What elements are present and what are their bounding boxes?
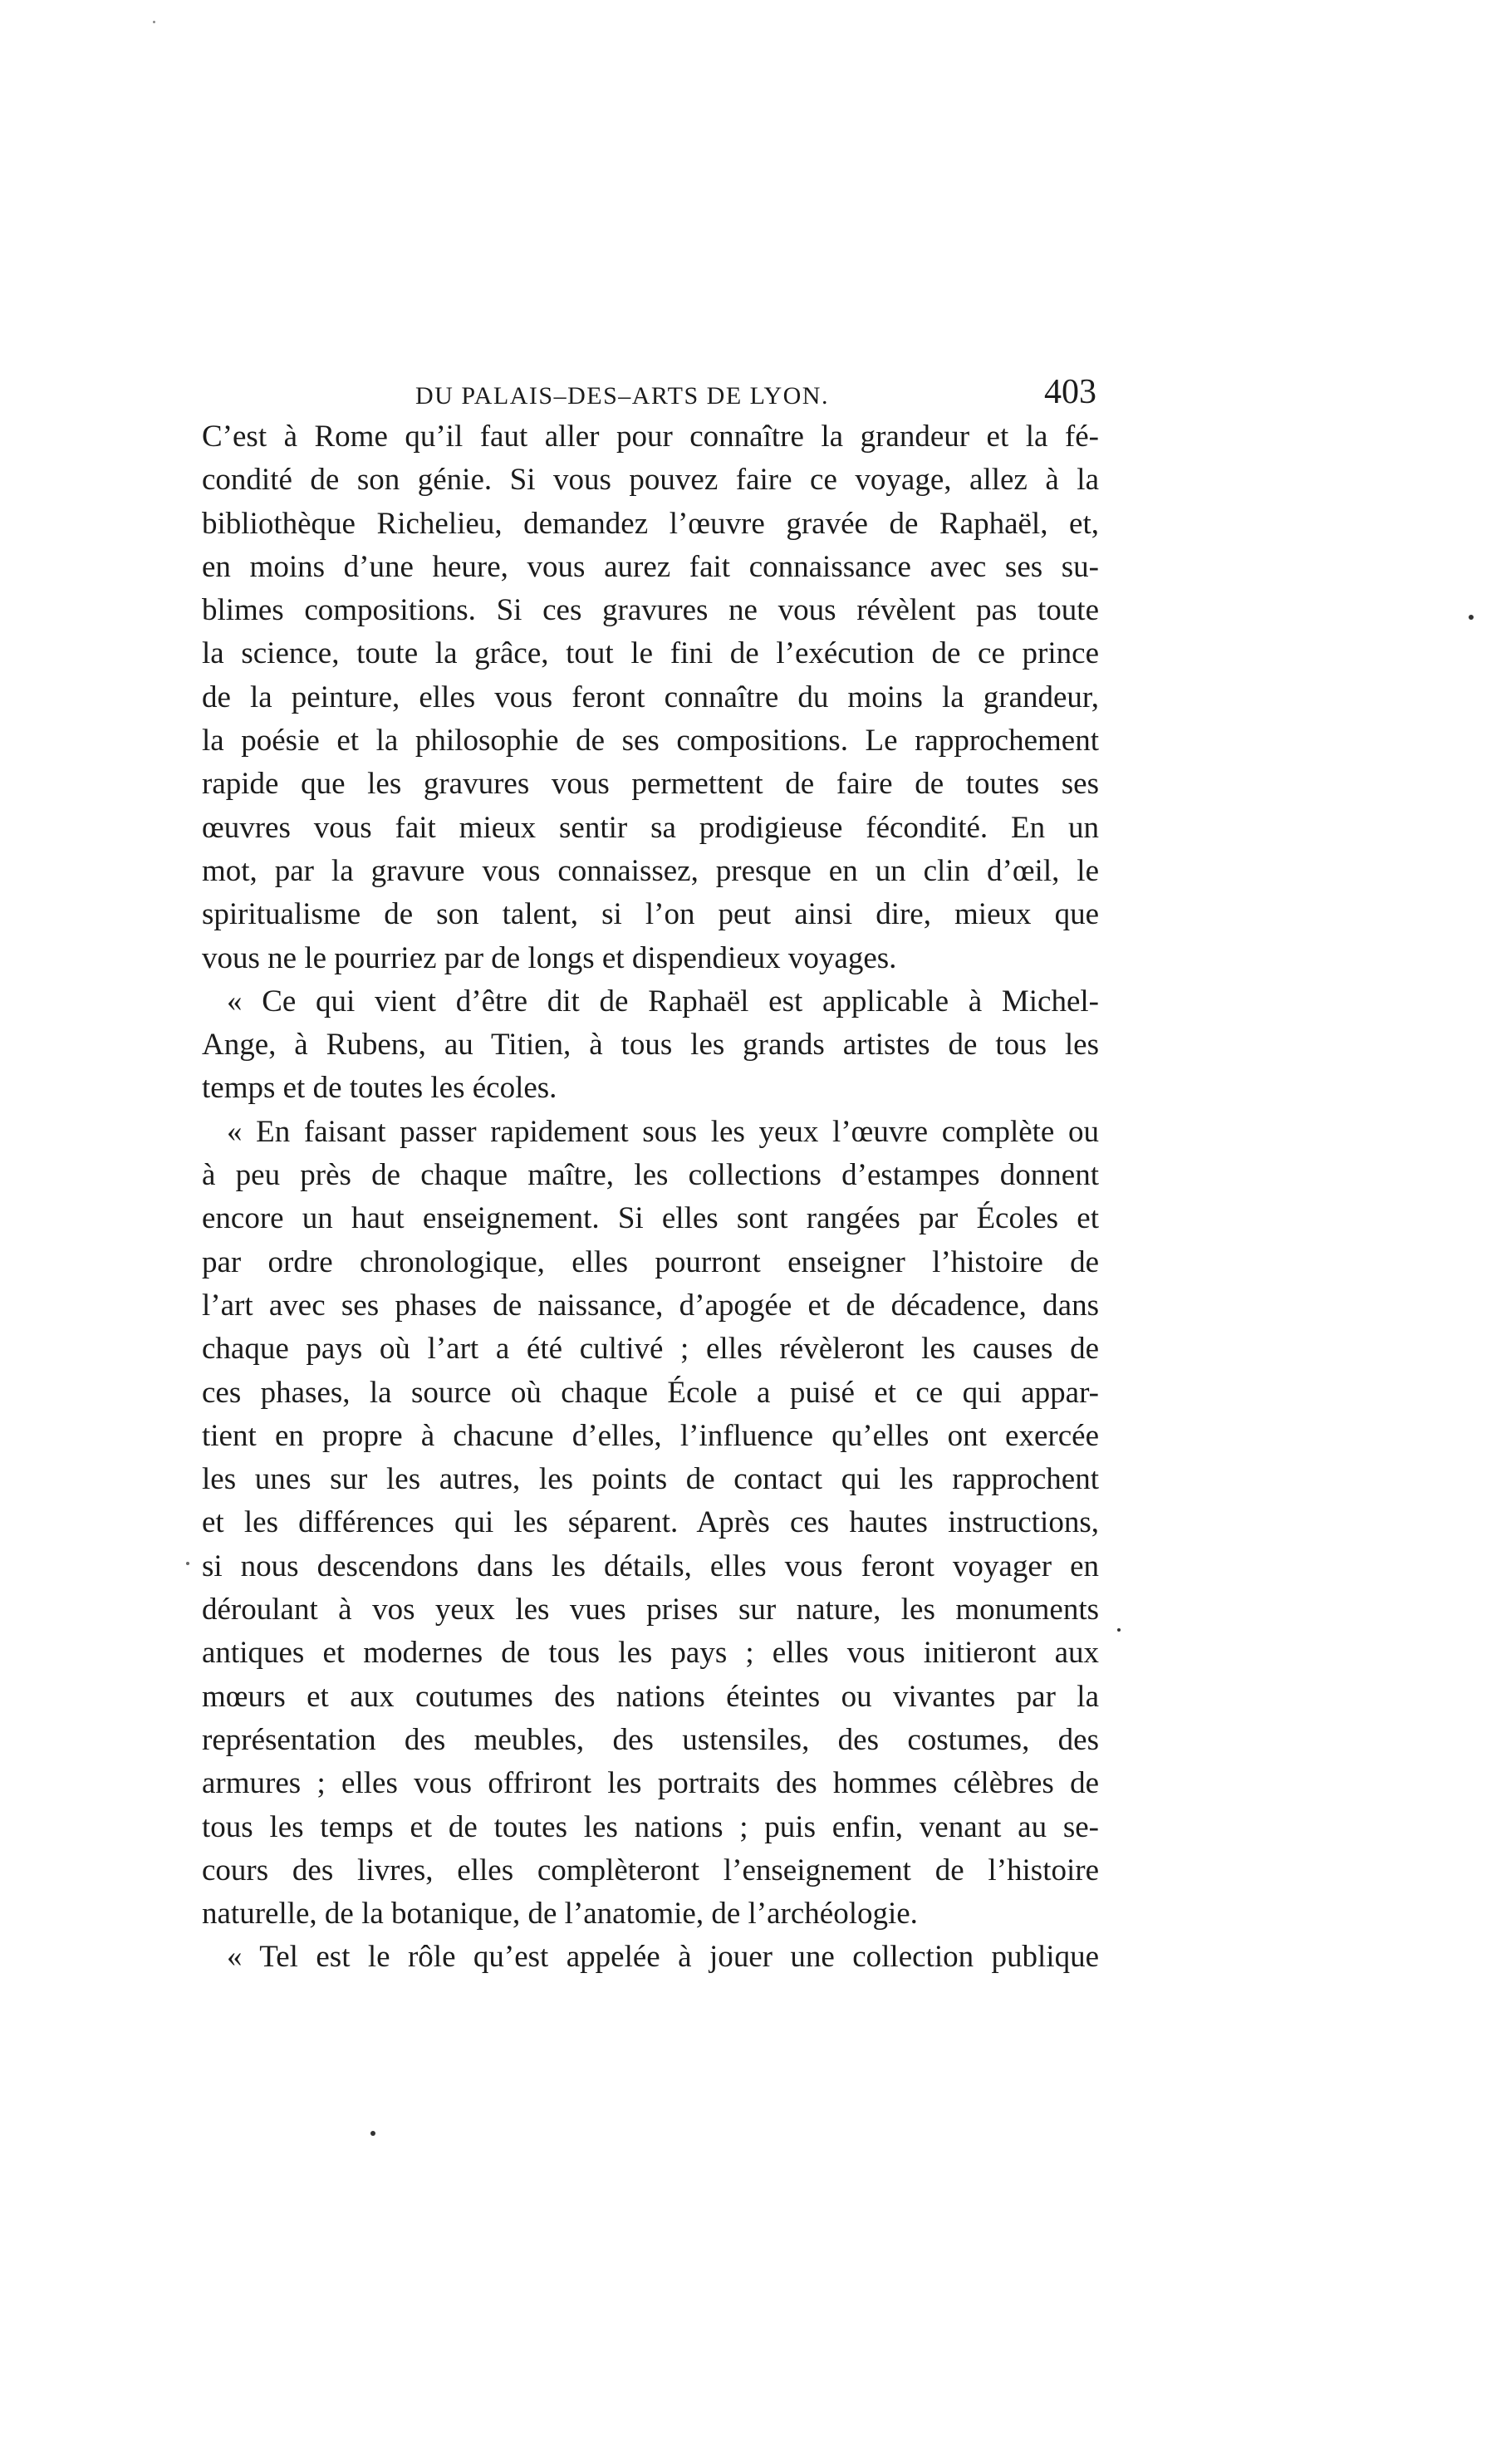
text-line: représentation des meubles, des ustensiles, des costumes, des bbox=[202, 1722, 1099, 1757]
text-line: ces phases, la source où chaque École a puisé et ce qui appar- bbox=[202, 1375, 1099, 1410]
text-line: la science, toute la grâce, tout le fini de l’exécution de ce prince bbox=[202, 636, 1099, 671]
text-line: déroulant à vos yeux les vues prises sur nature, les monuments bbox=[202, 1593, 1099, 1627]
paper-speck bbox=[1117, 1628, 1121, 1632]
text-line: la poésie et la philosophie de ses compositions. Le rapprochement bbox=[202, 724, 1099, 758]
text-line: les unes sur les autres, les points de contact qui les rapprochent bbox=[202, 1462, 1099, 1497]
text-line: mot, par la gravure vous connaissez, presque en un clin d’œil, le bbox=[202, 853, 1099, 888]
text-line: temps et de toutes les écoles. bbox=[202, 1071, 557, 1106]
text-line: œuvres vous fait mieux sentir sa prodigieuse fécondité. En un bbox=[202, 810, 1099, 845]
text-line: blimes compositions. Si ces gravures ne vous révèlent pas toute bbox=[202, 593, 1099, 628]
page-header bbox=[204, 372, 1096, 422]
text-line: condité de son génie. Si vous pouvez faire ce voyage, allez à la bbox=[202, 463, 1099, 498]
body-text bbox=[202, 415, 1099, 1980]
text-line: « En faisant passer rapidement sous les yeux l’œuvre complète ou bbox=[227, 1114, 1099, 1149]
text-line: « Tel est le rôle qu’est appelée à jouer une collection publique bbox=[227, 1940, 1099, 1975]
text-line: bibliothèque Richelieu, demandez l’œuvre gravée de Raphaël, et, bbox=[202, 506, 1099, 541]
text-line: « Ce qui vient d’être dit de Raphaël est applicable à Michel- bbox=[227, 984, 1099, 1018]
page-number: 403 bbox=[1044, 373, 1096, 411]
text-line: si nous descendons dans les détails, elles vous feront voyager en bbox=[202, 1549, 1099, 1583]
text-line: à peu près de chaque maître, les collections d’estampes donnent bbox=[202, 1158, 1099, 1193]
text-line: tous les temps et de toutes les nations ; puis enfin, venant au se- bbox=[202, 1809, 1099, 1844]
text-line: encore un haut enseignement. Si elles sont rangées par Écoles et bbox=[202, 1201, 1099, 1236]
paper-speck bbox=[370, 2131, 375, 2136]
text-line: C’est à Rome qu’il faut aller pour connaître la grandeur et la fé- bbox=[202, 420, 1099, 454]
text-line: rapide que les gravures vous permettent de faire de toutes ses bbox=[202, 767, 1099, 802]
text-line: naturelle, de la botanique, de l’anatomie, de l’archéologie. bbox=[202, 1897, 918, 1931]
paper-speck bbox=[153, 21, 155, 23]
text-line: armures ; elles vous offriront les portraits des hommes célèbres de bbox=[202, 1766, 1099, 1801]
text-line: l’art avec ses phases de naissance, d’apogée et de décadence, dans bbox=[202, 1288, 1099, 1323]
text-line: de la peinture, elles vous feront connaître du moins la grandeur, bbox=[202, 680, 1099, 714]
text-line: chaque pays où l’art a été cultivé ; elles révèleront les causes de bbox=[202, 1332, 1099, 1367]
text-line: mœurs et aux coutumes des nations éteintes ou vivantes par la bbox=[202, 1679, 1099, 1714]
running-title: DU PALAIS–DES–ARTS DE LYON. bbox=[415, 382, 829, 410]
text-line: en moins d’une heure, vous aurez fait connaissance avec ses su- bbox=[202, 549, 1099, 584]
text-line: Ange, à Rubens, au Titien, à tous les grands artistes de tous les bbox=[202, 1028, 1099, 1063]
paper-speck bbox=[1469, 615, 1474, 620]
text-line: antiques et modernes de tous les pays ; elles vous initieront aux bbox=[202, 1636, 1099, 1671]
paper-speck bbox=[186, 1562, 189, 1565]
text-line: tient en propre à chacune d’elles, l’influence qu’elles ont exercée bbox=[202, 1418, 1099, 1453]
text-line: par ordre chronologique, elles pourront enseigner l’histoire de bbox=[202, 1244, 1099, 1279]
text-line: vous ne le pourriez par de longs et dispendieux voyages. bbox=[202, 940, 897, 975]
text-line: cours des livres, elles complèteront l’enseignement de l’histoire bbox=[202, 1853, 1099, 1887]
text-line: et les différences qui les séparent. Après ces hautes instructions, bbox=[202, 1505, 1099, 1540]
text-line: spiritualisme de son talent, si l’on peut ainsi dire, mieux que bbox=[202, 897, 1099, 932]
